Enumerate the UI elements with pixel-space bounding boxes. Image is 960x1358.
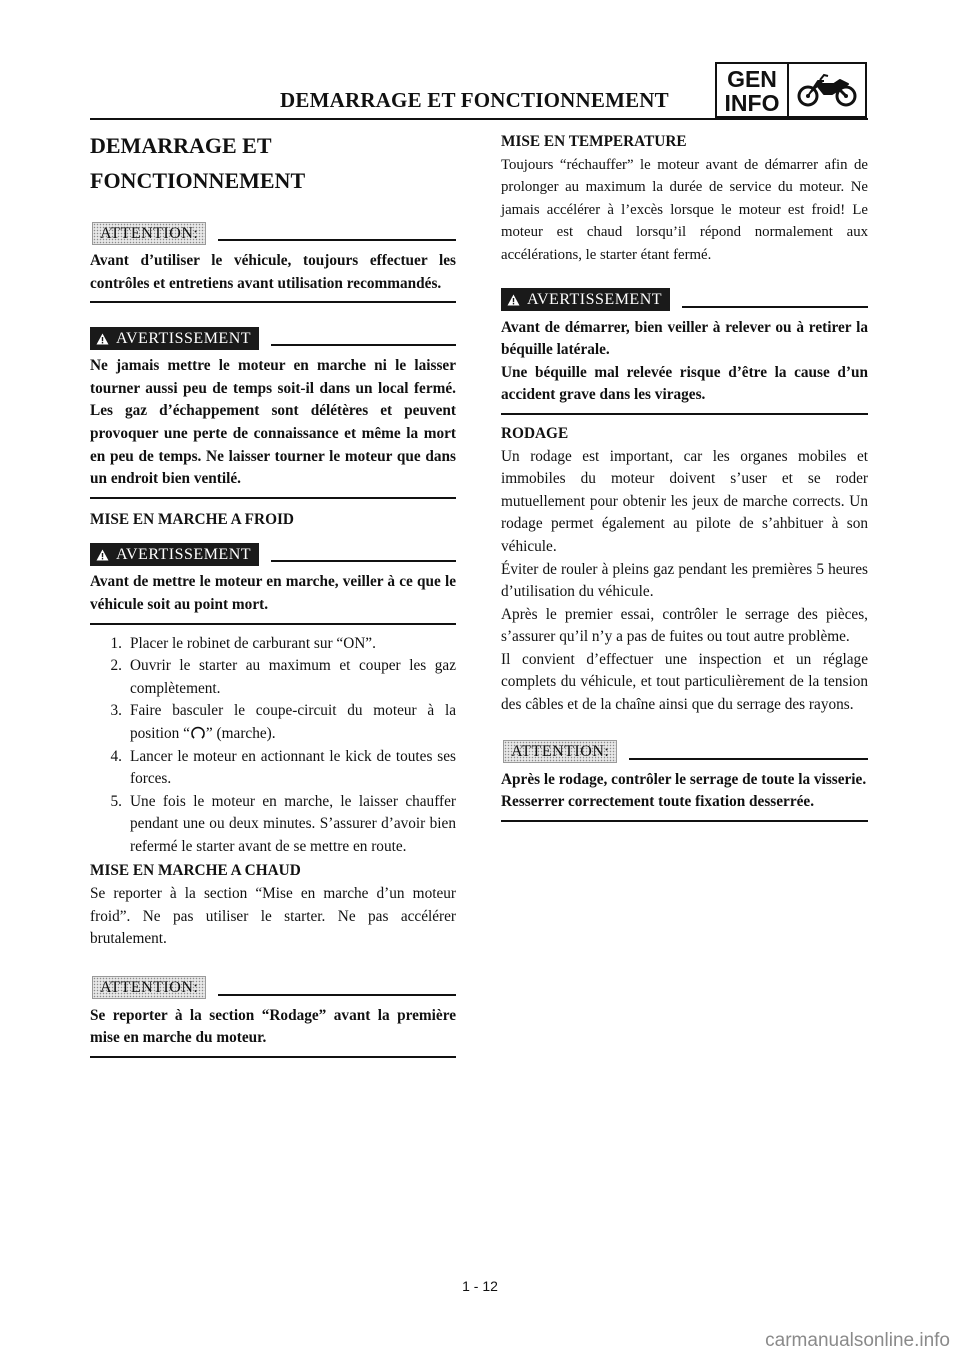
break-in-text: Éviter de rouler à pleins gaz pendant les premières 5 heures d’utilisation du véhicule.: [501, 560, 868, 601]
warning-text: Avant de mettre le moteur en marche, veiller à ce que le véhicule soit au point mort.: [90, 573, 456, 613]
left-column: [90, 128, 456, 1058]
motorcycle-icon: [789, 64, 865, 116]
warm-up-text: Toujours “réchauffer” le moteur avant de démarrer afin de prolonger au maximum la durée de service du moteur. Ne jamais accélérer à l’excès lorsque le moteur est froid! Le moteur est chaud lorsqu’il répond normalement aux accélérations, le starter étant fermé.: [501, 156, 868, 263]
attention-text: Après le rodage, contrôler le serrage de toute la visserie.: [501, 770, 867, 788]
break-in-text: Il convient d’effectuer une inspection et un réglage complets du véhicule, et tout particulièrement de la tension des câbles et de la chaîne ainsi que du serrage des rayons.: [501, 650, 868, 714]
run-position-icon: [191, 724, 205, 740]
attention-text: Se reporter à la section “Rodage” avant la première mise en marche du moteur.: [90, 1006, 456, 1047]
cold-start-steps: [90, 633, 456, 859]
break-in-text: Un rodage est important, car les organes mobiles et immobiles du moteur doivent s’user et se roder mutuellement pour obtenir les jeux de marche corrects. Un rodage permet également au pilote de s’ahbituer à son véhicule.: [501, 447, 868, 555]
cold-start-heading: MISE EN MARCHE A FROID: [90, 510, 294, 528]
warm-up-heading: MISE EN TEMPERATURE: [501, 133, 687, 150]
warning-icon: [507, 294, 520, 306]
page-title: DEMARRAGE ET FONCTIONNEMENT: [90, 133, 306, 193]
watermark: carmanualsonline.info: [765, 1330, 950, 1351]
list-item: 2. Ouvrir le starter au maximum et couper les gaz complètement.: [110, 657, 456, 697]
attention-text: Resserrer correctement toute fixation desserrée.: [501, 793, 815, 811]
badge-text: GEN INFO: [717, 64, 789, 116]
page-number: 1 - 12: [462, 1278, 498, 1294]
header-rule: [90, 118, 868, 120]
attention-note: [90, 973, 456, 1058]
attention-note: [90, 218, 456, 303]
list-item: 5. Une fois le moteur en marche, le laisser chauffer pendant une ou deux minutes. S’assurer d’avoir bien refermé le starter avant de se mettre en route.: [110, 792, 456, 855]
attention-note: [501, 737, 868, 822]
warning-note: [90, 539, 456, 624]
list-item: 3. Faire basculer le coupe-circuit du moteur à la position “ ” (marche).: [110, 702, 456, 742]
warning-label: AVERTISSEMENT: [90, 327, 259, 350]
warning-text: Une béquille mal relevée risque d’être la cause d’un accident grave dans les virages.: [501, 363, 868, 404]
warning-label: AVERTISSEMENT: [90, 543, 259, 566]
warning-note: [501, 285, 868, 415]
right-column: [501, 131, 868, 822]
hot-start-text: Se reporter à la section “Mise en marche d’un moteur froid”. Ne pas utiliser le starter. Ne pas accélérer brutalement.: [90, 885, 456, 948]
warning-icon: [96, 549, 109, 561]
break-in-heading: RODAGE: [501, 424, 569, 442]
attention-text: Avant d’utiliser le véhicule, toujours effectuer les contrôles et entretiens avant utilisation recommandés.: [90, 252, 456, 292]
attention-label: ATTENTION:: [92, 976, 206, 999]
warning-note: [90, 323, 456, 499]
section-badge: [715, 62, 867, 118]
list-item: 1. Placer le robinet de carburant sur “ON”.: [110, 634, 376, 652]
header-title: DEMARRAGE ET FONCTIONNEMENT: [280, 88, 669, 112]
attention-label: ATTENTION:: [503, 740, 617, 763]
warning-text: Ne jamais mettre le moteur en marche ni le laisser tourner aussi peu de temps soit-il dans un local fermé. Les gaz d’échappement sont délétères et peuvent provoquer une perte de connaissance et même la mort en peu de temps. Ne laisser tourner le moteur que dans un endroit bien ventilé.: [90, 357, 456, 488]
break-in-text: Après le premier essai, contrôler le serrage des pièces, s’assurer qu’il n’y a pas de fuites ou tout autre problème.: [501, 605, 868, 646]
list-item: 4. Lancer le moteur en actionnant le kick de toutes ses forces.: [110, 747, 456, 788]
warning-icon: [96, 333, 109, 345]
attention-label: ATTENTION:: [92, 222, 206, 245]
warning-label: AVERTISSEMENT: [501, 288, 670, 311]
warning-text: Avant de démarrer, bien veiller à relever ou à retirer la béquille latérale.: [501, 318, 868, 359]
hot-start-heading: MISE EN MARCHE A CHAUD: [90, 862, 301, 880]
